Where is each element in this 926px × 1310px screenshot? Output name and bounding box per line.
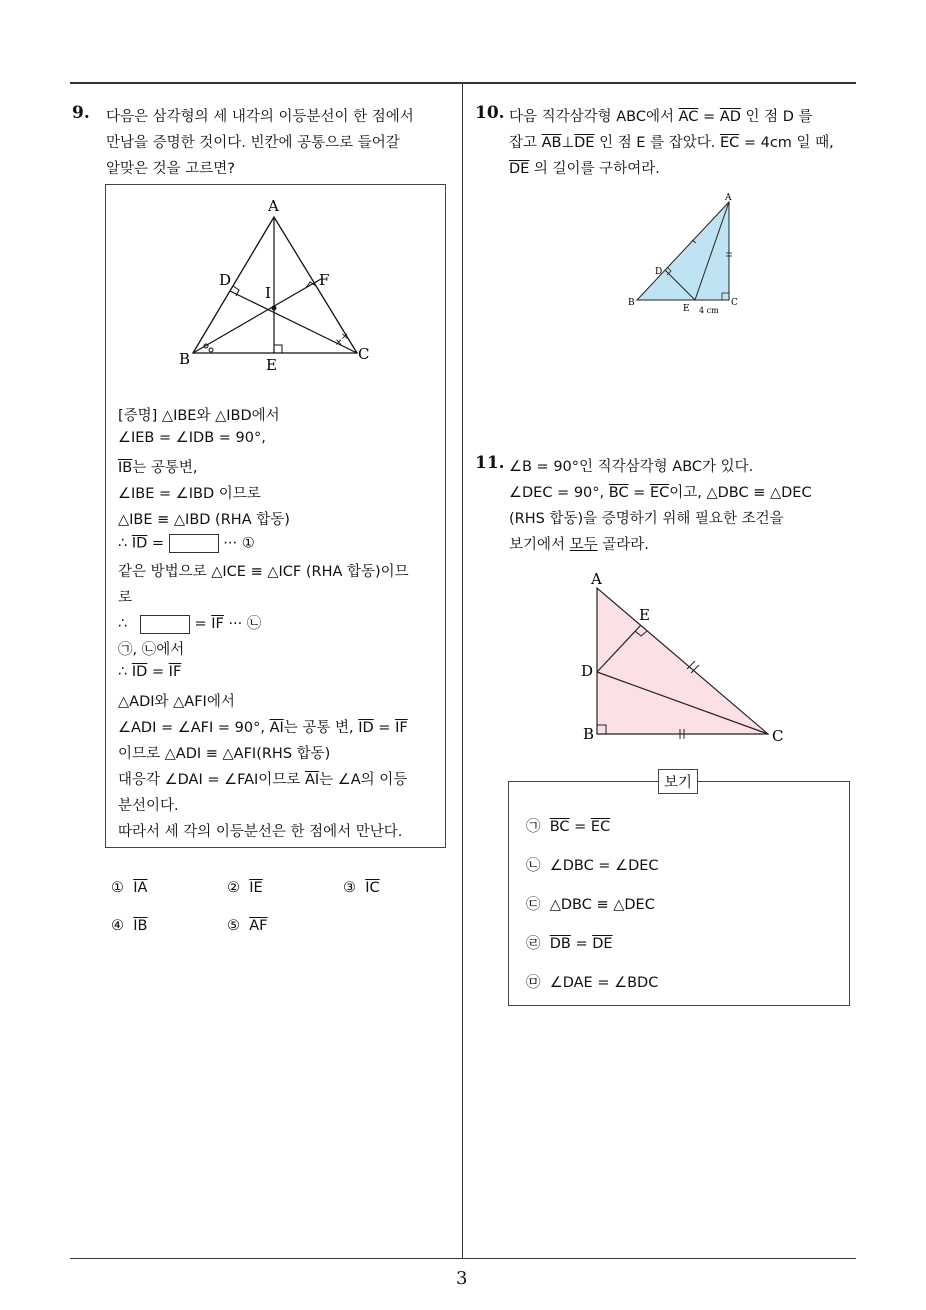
q10-stem-line2: 잡고 $\overline{AB}\perp\overline{DE}$ 인 점 E 를 잡았다. $\overline{EC} = 4cm$ 일 때, (509, 135, 834, 151)
q10-number: 10. (475, 103, 505, 123)
top-rule (70, 82, 856, 84)
q10-stem-line1: 다음 직각삼각형 ABC에서 $\overline{AC} = \overline{AD}$ 인 점 D 를 (509, 109, 813, 125)
q9-proof-line2: ∠IEB = ∠IDB = 90°, (118, 430, 266, 446)
q9-proof-line13: ∠ADI = ∠AFI = 90°, $\overline{AI}$는 공통 변, $\overline{ID} = \overline{IF}$ (118, 720, 408, 736)
q11-stem-line1: ∠B = 90°인 직각삼각형 ABC가 있다. (509, 459, 754, 475)
column-divider (462, 84, 463, 1259)
q9-stem-line2: 만남을 증명한 것이다. 빈칸에 공통으로 들어갈 (106, 135, 400, 151)
q9-label-F: F (319, 271, 330, 289)
q9-proof-line11: ∴ $\overline{ID} = \overline{IF}$ (118, 664, 182, 680)
q9-proof-line6: ∴ $\overline{ID}$ = ··· ① (118, 535, 255, 552)
q9-label-A: A (268, 197, 279, 215)
q9-choice-1[interactable]: ① $\overline{IA}$ (111, 880, 148, 896)
svg-text:×: × (341, 332, 349, 342)
q11-label-C: C (772, 727, 784, 745)
q9-proof-line12: △ADI와 △AFI에서 (118, 694, 235, 710)
q9-proof-line10: ㉠, ㉡에서 (118, 642, 185, 658)
q9-choice-4[interactable]: ④ $\overline{IB}$ (111, 918, 148, 934)
q9-triangle (193, 217, 357, 353)
q10-label-E: E (683, 304, 690, 314)
q9-choice-5[interactable]: ⑤ $\overline{AF}$ (227, 918, 268, 934)
q9-proof-line5: △IBE ≡ △IBD (RHA 합동) (118, 512, 290, 528)
q9-proof-line3: $\overline{IB}$는 공통변, (118, 460, 198, 476)
q11-triangle (597, 588, 768, 734)
q9-proof-line7: 같은 방법으로 △ICE ≡ △ICF (RHA 합동)이므 (118, 564, 409, 580)
q9-proof-line17: 따라서 세 각의 이등분선은 한 점에서 만난다. (118, 824, 403, 840)
q11-label-A: A (591, 570, 602, 588)
q11-bogi-item-2[interactable]: ㉡ ∠DBC = ∠DEC (526, 858, 659, 874)
q9-proof-line9: ∴ = $\overline{IF}$ ··· ㉡ (118, 616, 262, 632)
q10-label-B: B (628, 298, 635, 308)
q10-triangle (637, 202, 729, 300)
q11-bogi-item-5[interactable]: ㉤ ∠DAE = ∠BDC (526, 975, 659, 991)
q9-label-I: I (265, 284, 271, 302)
q11-stem-line4: 보기에서 모두 골라라. (509, 537, 649, 553)
q10-triangle-figure (625, 190, 745, 320)
page-number: 3 (456, 1268, 468, 1289)
q11-bogi-item-1[interactable]: ㉠ $\overline{BC} = \overline{EC}$ (526, 819, 611, 835)
q9-proof-line8: 로 (118, 590, 133, 606)
q9-label-C: C (358, 345, 370, 363)
q9-blank-2 (140, 615, 190, 634)
q11-stem-line3: (RHS 합동)을 증명하기 위해 필요한 조건을 (509, 511, 784, 527)
q11-label-B: B (583, 725, 595, 743)
q11-triangle-figure (575, 568, 795, 753)
q11-stem-line2: ∠DEC = 90°, $\overline{BC} = \overline{EC}$이고, △DBC ≡ △DEC (509, 485, 812, 501)
q11-bogi-title: 보기 (658, 769, 698, 794)
q11-label-D: D (581, 662, 594, 680)
q10-label-len: 4 cm (699, 306, 719, 315)
q9-stem-line1: 다음은 삼각형의 세 내각의 이등분선이 한 점에서 (106, 109, 414, 125)
q9-proof-line16: 분선이다. (118, 798, 179, 814)
q9-choice-3[interactable]: ③ $\overline{IC}$ (343, 880, 380, 896)
q10-label-A: A (725, 193, 732, 203)
q9-proof-line14: 이므로 △ADI ≡ △AFI(RHS 합동) (118, 746, 331, 762)
q11-label-E: E (639, 606, 650, 624)
q11-bogi-item-3[interactable]: ㉢ △DBC ≡ △DEC (526, 897, 655, 913)
svg-text:×: × (335, 338, 343, 348)
q11-number: 11. (475, 453, 505, 473)
q9-proof-line15: 대응각 ∠DAI = ∠FAI이므로 $\overline{AI}$는 ∠A의 이등 (118, 772, 408, 788)
q9-stem-line3: 알맞은 것을 고르면? (106, 161, 235, 177)
q9-blank-1 (169, 534, 219, 553)
q9-triangle-figure (175, 195, 375, 375)
q10-stem-line3: $\overline{DE}$ 의 길이를 구하여라. (509, 161, 660, 177)
q10-label-C: C (731, 298, 738, 308)
q9-proof-line4: ∠IBE = ∠IBD 이므로 (118, 486, 261, 502)
q9-number: 9. (72, 103, 90, 123)
q11-bogi-item-4[interactable]: ㉣ $\overline{DB} = \overline{DE}$ (526, 936, 613, 952)
q9-label-B: B (179, 350, 191, 368)
bottom-rule (70, 1258, 856, 1259)
q9-proof-line1: [증명] △IBE와 △IBD에서 (118, 408, 280, 424)
q9-choice-2[interactable]: ② $\overline{IE}$ (227, 880, 263, 896)
q9-label-D: D (219, 271, 232, 289)
q9-label-E: E (266, 356, 277, 374)
q10-label-D: D (655, 267, 663, 277)
